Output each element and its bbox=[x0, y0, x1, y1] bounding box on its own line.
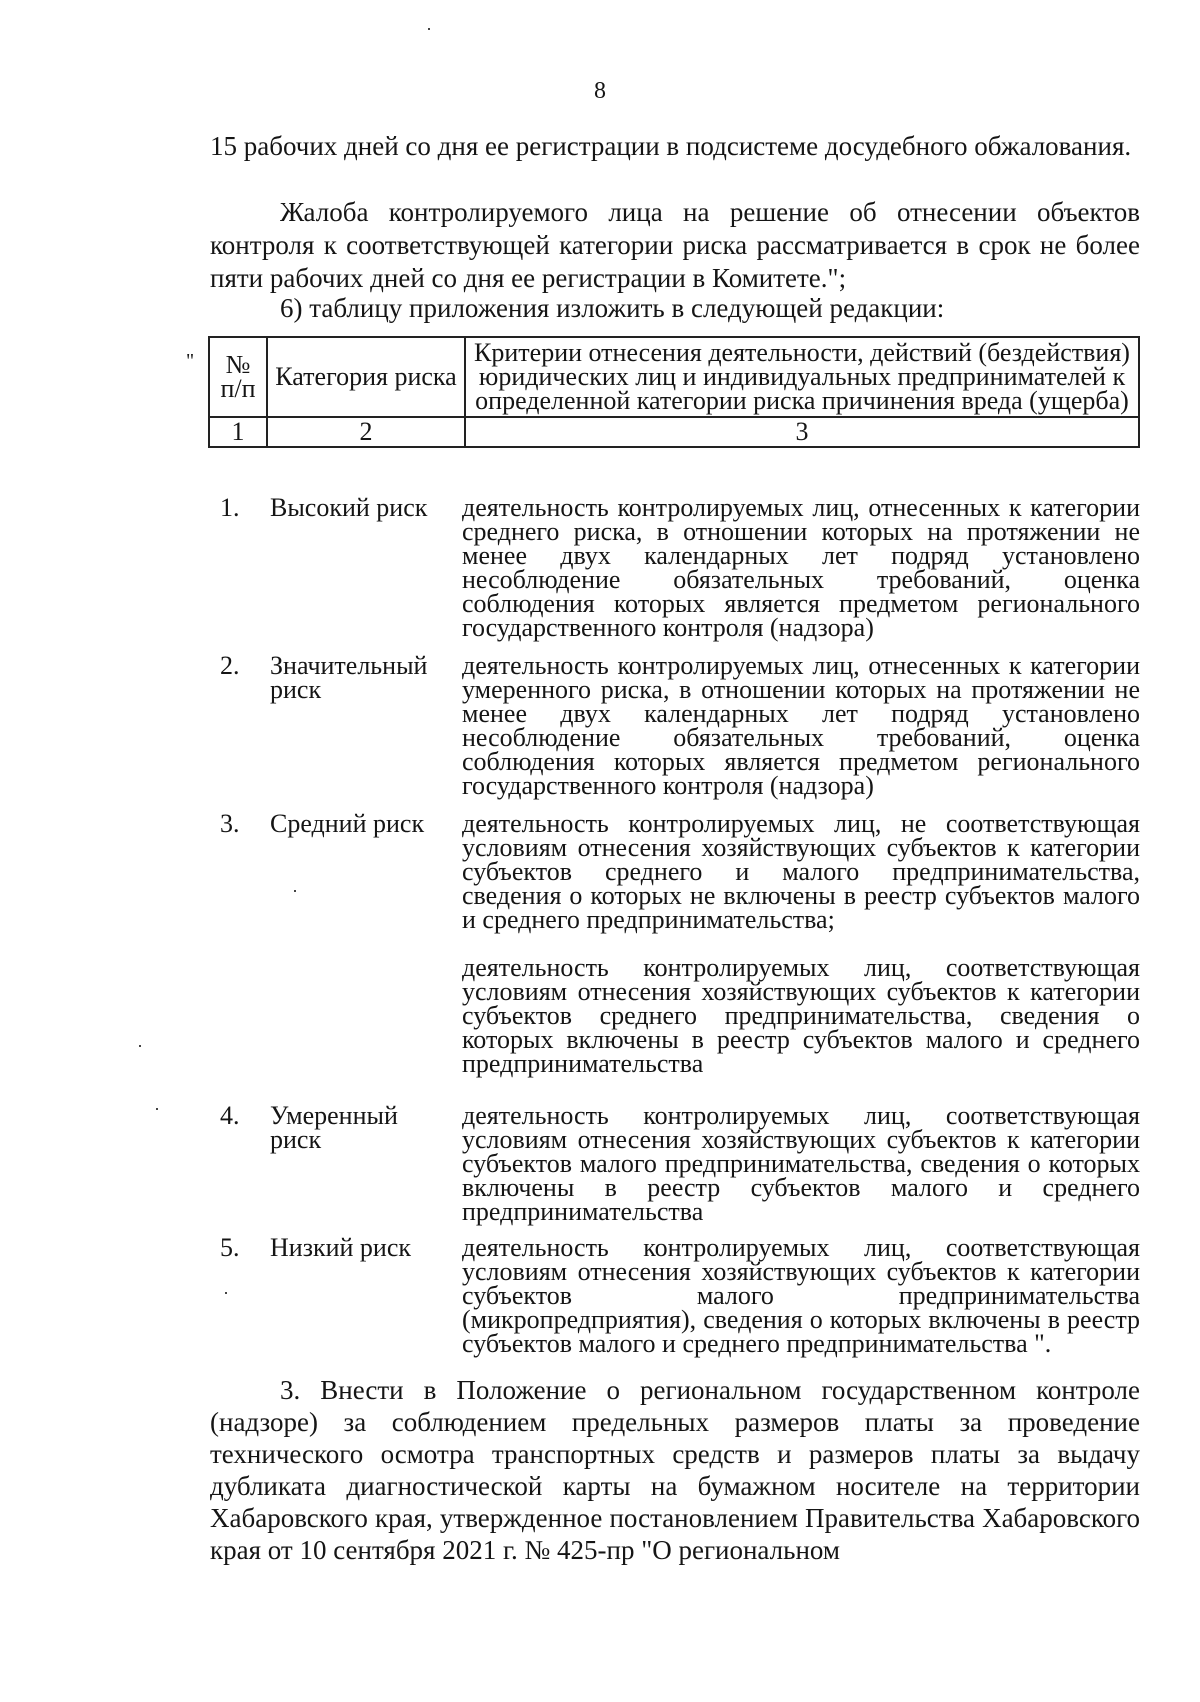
scan-speck bbox=[139, 1045, 141, 1047]
criteria-text: деятельность контролируемых лиц, отнесенных к категории умеренного риска, в отношении которых на протяжении не менее двух календарных лет подряд установлено несоблюдение обязательных требований, оценка соблюдения которых является предметом регионального государственного контроля (надзора) bbox=[462, 651, 1140, 800]
row-criteria bbox=[462, 1101, 1140, 1226]
criteria-text: деятельность контролируемых лиц, соответствующая условиям отнесения хозяйствующих субъектов к категории субъектов среднего предпринимательства, сведения о которых включены в реестр субъектов малого и среднего предпринимательства bbox=[462, 953, 1140, 1078]
row-category: Низкий риск bbox=[270, 1233, 412, 1262]
paragraph-complaint: Жалоба контролируемого лица на решение об отнесении объектов контроля к соответствующей категории риска рассматривается в срок не более пяти рабочих дней со дня ее регистрации в Комитете."; bbox=[210, 197, 1140, 293]
criteria-text: деятельность контролируемых лиц, соответствующая условиям отнесения хозяйствующих субъектов к категории субъектов малого предпринимательства (микропредприятия), сведения о которых включены в реестр субъектов малого и среднего предпринимательства ". bbox=[462, 1233, 1140, 1358]
row-category: Высокий риск bbox=[270, 493, 428, 522]
column-number-cell: 3 bbox=[465, 417, 1139, 447]
table-column-number-row bbox=[209, 417, 1139, 447]
header-cell-criteria: Критерии отнесения деятельности, действий (бездействия) юридических лиц и индивидуальных предпринимателей к определенной категории риска причинения вреда (ущерба) bbox=[465, 337, 1139, 417]
row-category: Средний риск bbox=[270, 809, 425, 838]
risk-table-header bbox=[208, 336, 1140, 448]
row-number: 1. bbox=[220, 493, 240, 522]
row-number: 4. bbox=[220, 1101, 240, 1130]
row-number: 5. bbox=[220, 1233, 240, 1262]
scan-speck bbox=[428, 28, 430, 30]
column-number-cell: 1 bbox=[209, 417, 267, 447]
table-header-row bbox=[209, 337, 1139, 417]
header-cell-category: Категория риска bbox=[267, 337, 465, 417]
paragraph-table-intro: 6) таблицу приложения изложить в следующей редакции: bbox=[280, 293, 945, 323]
row-number: 2. bbox=[220, 651, 240, 680]
column-number-cell: 2 bbox=[267, 417, 465, 447]
row-criteria bbox=[462, 493, 1140, 642]
page-number: 8 bbox=[594, 78, 606, 104]
criteria-text: деятельность контролируемых лиц, не соответствующая условиям отнесения хозяйствующих субъектов к категории субъектов среднего и малого предпринимательства, сведения о которых не включены в реестр субъектов малого и среднего предпринимательства; bbox=[462, 809, 1140, 934]
row-criteria bbox=[462, 1233, 1140, 1358]
scan-speck bbox=[225, 1292, 227, 1294]
row-category: Значительный риск bbox=[270, 651, 428, 704]
scan-speck bbox=[156, 1108, 158, 1110]
opening-quote: " bbox=[186, 350, 195, 372]
row-criteria bbox=[462, 651, 1140, 800]
criteria-text: деятельность контролируемых лиц, соответствующая условиям отнесения хозяйствующих субъектов к категории субъектов малого предпринимательства, сведения о которых включены в реестр субъектов малого и среднего предпринимательства bbox=[462, 1101, 1140, 1226]
criteria-text: деятельность контролируемых лиц, отнесенных к категории среднего риска, в отношении которых на протяжении не менее двух календарных лет подряд установлено несоблюдение обязательных требований, оценка соблюдения которых является предметом регионального государственного контроля (надзора) bbox=[462, 493, 1140, 642]
scan-speck bbox=[294, 890, 296, 892]
row-number: 3. bbox=[220, 809, 240, 838]
row-category: Умеренный риск bbox=[270, 1101, 398, 1154]
header-cell-number: № п/п bbox=[209, 337, 267, 417]
row-criteria bbox=[462, 809, 1140, 1078]
paragraph-continuation: 15 рабочих дней со дня ее регистрации в подсистеме досудебного обжалования. bbox=[210, 131, 1132, 161]
paragraph-amendment: 3. Внести в Положение о региональном государственном контроле (надзоре) за соблюдением предельных размеров платы за проведение технического осмотра транспортных средств и размеров платы за выдачу дубликата диагностической карты на бумажном носителе на территории Хабаровского края, утвержденное постановлением Правительства Хабаровского края от 10 сентября 2021 г. № 425-пр "О региональном bbox=[210, 1375, 1140, 1565]
